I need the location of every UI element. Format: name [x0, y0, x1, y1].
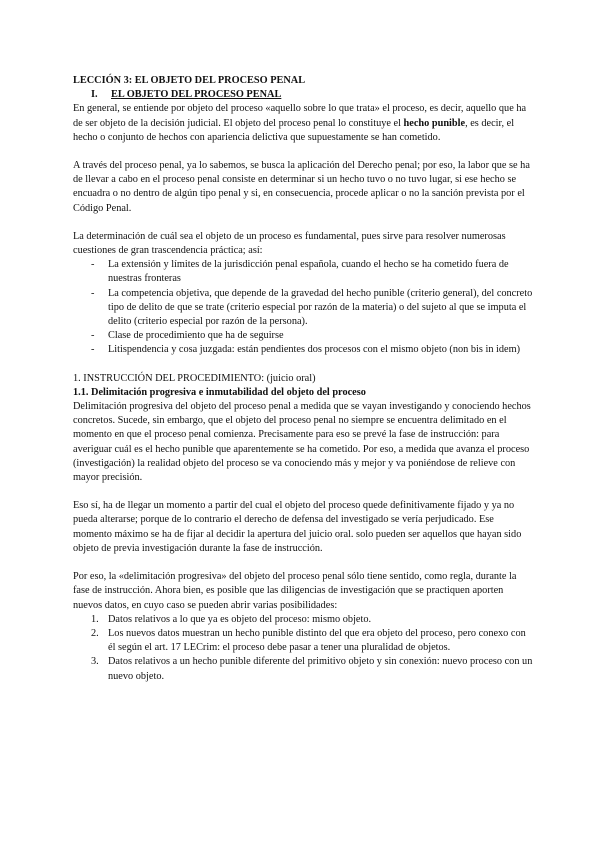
dash-bullet: - — [91, 287, 95, 299]
paragraph-determinacion: La determinación de cuál sea el objeto de un proceso es fundamental, pues sirve para resolver numerosas cuestiones de gran trascendencia práctica; así: — [73, 230, 506, 257]
paragraph-aplicacion: A través del proceso penal, ya lo sabemos, se busca la aplicación del Derecho penal; por eso, la labor que se ha de llevar a cabo en el proceso penal consiste en determinar si un hecho tuvo o no tuvo lugar, si ese hecho se encuadra o no dentro de algún tipo penal y si, en consecuencia, procede aplicar o no la sanción prevista por el Código Penal. — [73, 160, 530, 214]
item-number: 1. — [91, 613, 99, 625]
list-item-text: Clase de procedimiento que ha de seguirse — [108, 330, 284, 342]
paragraph-momento: Eso sí, ha de llegar un momento a partir del cual el objeto del proceso quede definitivamente fijado y ya no pueda alterarse; porque de lo contrario el derecho de defensa del investigado se vería perjudicado. Ese momento máximo se ha de fijar al decidir la apertura del juicio oral. solo pueden ser aquellos que hayan sido objeto de previa investigación durante la fase de instrucción. — [73, 500, 522, 554]
list-item-text: La extensión y límites de la jurisdicción penal española, cuando el hecho se ha cometido fuera de nuestras fronteras — [108, 259, 509, 285]
list-item — [73, 287, 535, 330]
dash-list — [73, 258, 535, 357]
paragraph-delimitacion: Delimitación progresiva del objeto del proceso penal a medida que se vayan investigando y conociendo hechos concretos. Sucede, sin embargo, que el objeto del proceso penal no siempre se encuentra delimitado en el momento en que el proceso penal comienza. Precisamente para eso se prevé la fase de instrucción: para averiguar cuál es el hecho punible que aparentemente se ha cometido. Por eso, a medida que avanza el proceso (investigación) la realidad objeto del proceso se va conociendo más y mejor y va poniéndose de relieve con mayor precisión. — [73, 401, 531, 484]
list-item-text: La competencia objetiva, que depende de la gravedad del hecho punible (criterio general), del concreto tipo de delito de que se trate (criterio especial por razón de la materia) o del sujeto al que se imputa el delito (criterio especial por razón de la persona). — [108, 287, 533, 328]
section-number: I. — [91, 89, 98, 101]
section-heading-text: EL OBJETO DEL PROCESO PENAL — [111, 89, 282, 101]
item-number: 3. — [91, 656, 99, 668]
section-heading-instruccion: 1. INSTRUCCIÓN DEL PROCEDIMIENTO: (juicio oral) — [73, 372, 316, 384]
list-item-text: Los nuevos datos muestran un hecho punible distinto del que era objeto del proceso, pero conexo con él según el art. 17 LECrim: el proceso debe pasar a tener una pluralidad de objetos. — [108, 627, 526, 654]
list-item — [73, 627, 535, 655]
list-item — [73, 655, 535, 683]
list-item — [73, 613, 535, 627]
list-item-text: Datos relativos a un hecho punible diferente del primitivo objeto y sin conexión: nuevo proceso con un nuevo objeto. — [108, 656, 533, 682]
keyword-hecho-punible: hecho punible — [403, 117, 466, 129]
paragraph-definition — [73, 102, 535, 145]
list-item — [73, 329, 535, 343]
document-page — [73, 74, 535, 684]
section-heading-objeto — [91, 88, 535, 102]
list-item-text: Litispendencia y cosa juzgada: están pendientes dos procesos con el mismo objeto (non bis in idem) — [108, 344, 521, 356]
paragraph-posibilidades: Por eso, la «delimitación progresiva» del objeto del proceso penal sólo tiene sentido, como regla, durante la fase de instrucción. Ahora bien, es posible que las diligencias de investigación que se practiquen aporten nuevos datos, en cuyo caso se pueden abrir varias posibilidades: — [73, 571, 517, 611]
dash-bullet: - — [91, 259, 95, 271]
list-item — [73, 258, 535, 286]
list-item-text: Datos relativos a lo que ya es objeto del proceso: mismo objeto. — [108, 613, 372, 625]
subsection-heading: 1.1. Delimitación progresiva e inmutabilidad del objeto del proceso — [73, 386, 366, 398]
dash-bullet: - — [91, 344, 95, 356]
paragraph-text: , es decir, el hecho o conjunto de hechos con apariencia delictiva que supuestamente se han cometido. — [73, 117, 515, 143]
numbered-list — [73, 613, 535, 684]
lesson-title: LECCIÓN 3: EL OBJETO DEL PROCESO PENAL — [73, 75, 306, 86]
item-number: 2. — [91, 627, 99, 639]
paragraph-text: En general, se entiende por objeto del proceso «aquello sobre lo que trata» el proceso, es decir, aquello que ha de ser objeto de la decisión judicial. El objeto del proceso penal lo constituye el — [73, 103, 527, 129]
list-item — [73, 343, 535, 357]
dash-bullet: - — [91, 330, 95, 342]
